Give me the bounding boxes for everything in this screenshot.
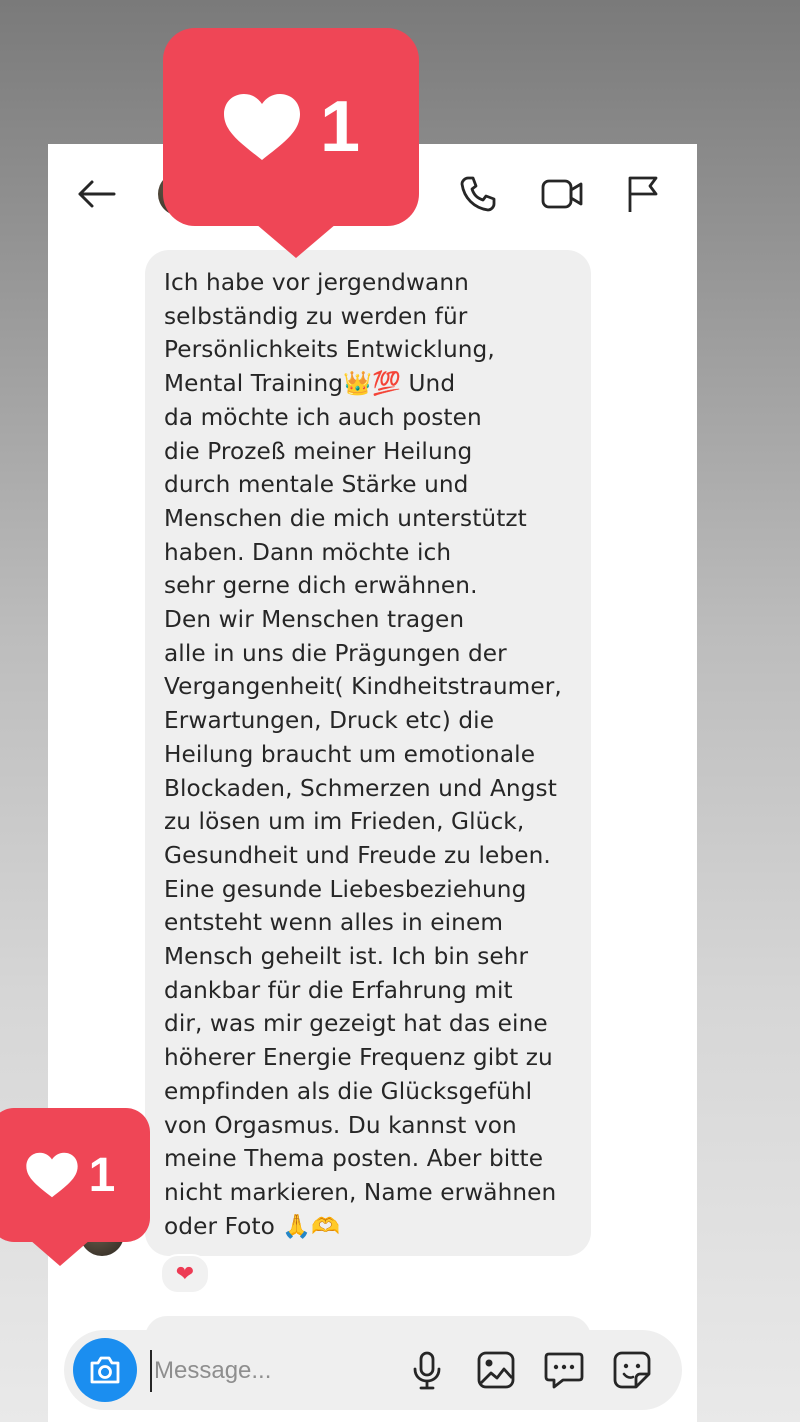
heart-icon [222, 92, 302, 162]
image-icon [476, 1350, 516, 1390]
chat-options-button[interactable] [542, 1348, 586, 1392]
arrow-left-icon [76, 179, 116, 209]
message-reaction[interactable] [160, 1254, 210, 1294]
phone-icon [458, 174, 498, 214]
back-button[interactable] [74, 172, 118, 216]
call-button[interactable] [456, 172, 500, 216]
message-input[interactable] [150, 1350, 406, 1392]
like-notification-badge [163, 28, 419, 226]
video-camera-icon [540, 176, 584, 212]
badge-pointer [30, 1240, 90, 1266]
sticker-button[interactable] [610, 1348, 654, 1392]
flag-icon [622, 174, 662, 214]
like-count: 1 [88, 1148, 116, 1202]
camera-button[interactable] [73, 1338, 137, 1402]
like-count: 1 [319, 87, 361, 167]
sticker-icon [612, 1350, 652, 1390]
heart-icon [25, 1151, 79, 1199]
microphone-icon [411, 1350, 443, 1390]
report-button[interactable] [620, 172, 664, 216]
heart-reaction-icon: ❤ [175, 1261, 195, 1287]
like-notification-badge-small [0, 1108, 150, 1242]
gallery-button[interactable] [474, 1348, 518, 1392]
video-call-button[interactable] [540, 172, 584, 216]
chat-bubble-icon [543, 1350, 585, 1390]
camera-icon [88, 1355, 122, 1385]
voice-message-button[interactable] [405, 1348, 449, 1392]
message-text: Ich habe vor jergendwann selbständig zu werden für Persönlichkeits Entwicklung, Mental Training👑💯 Und da möchte ich auch posten die Prozeß meiner Heilung durch mentale Stärke und Menschen die mich unterstützt haben. Dann möchte ich sehr gerne dich erwähnen. Den wir Menschen tragen alle in uns die Prägungen der Vergangenheit( Kindheitstraumer, Erwartungen, Druck etc) die Heilung braucht um emotionale Blockaden, Schmerzen und Angst zu lösen um im Frieden, Glück, Gesundheit und Freude zu leben. Eine gesunde Liebesbeziehung entsteht wenn alles in einem Mensch geheilt ist. Ich bin sehr dankbar für die Erfahrung mit dir, was mir gezeigt hat das eine höherer Energie Frequenz gibt zu empfinden als die Glücksgefühl von Orgasmus. Du kannst von meine Thema posten. Aber bitte nicht markieren, Name erwähnen oder Foto 🙏🫶 [164, 269, 562, 1240]
badge-pointer [256, 224, 336, 258]
